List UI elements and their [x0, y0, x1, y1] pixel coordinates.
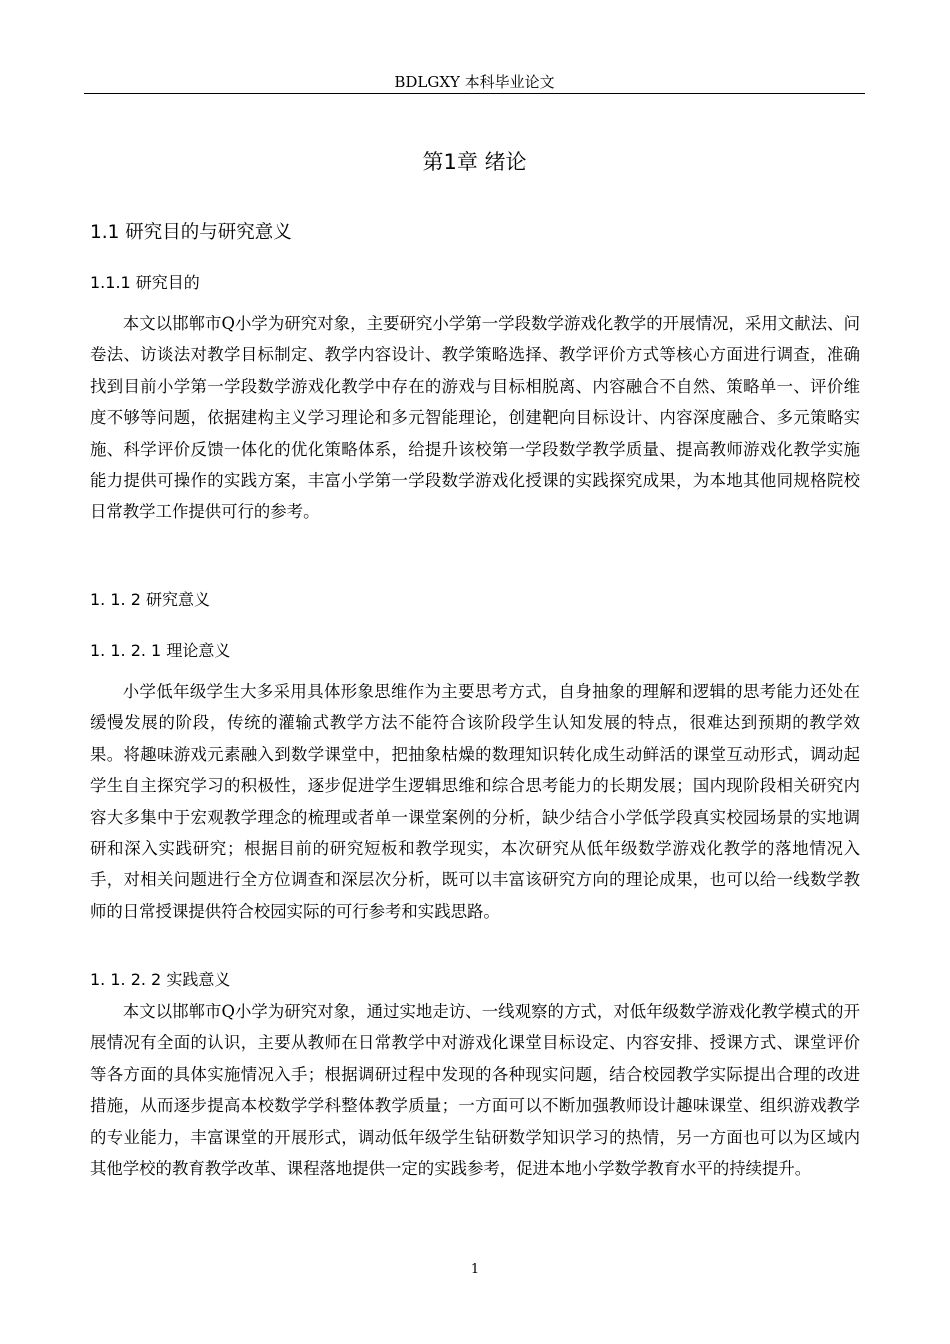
section-heading-1-1-1: 1.1.1 研究目的	[90, 273, 200, 292]
paragraph-research-purpose: 本文以邯郸市Q小学为研究对象，主要研究小学第一学段数学游戏化教学的开展情况，采用文献法、问卷法、访谈法对教学目标制定、教学内容设计、教学策略选择、教学评价方式等核心方面进行调查，准确找到目前小学第一学段数学游戏化教学中存在的游戏与目标相脱离、内容融合不自然、策略单一、评价维度不够等问题，依据建构主义学习理论和多元智能理论，创建靶向目标设计、内容深度融合、多元策略实施、科学评价反馈一体化的优化策略体系，给提升该校第一学段数学教学质量、提高教师游戏化教学实施能力提供可操作的实践方案，丰富小学第一学段数学游戏化授课的实践探究成果，为本地其他同规格院校日常教学工作提供可行的参考。	[90, 314, 860, 522]
section-heading-1-1: 1.1 研究目的与研究意义	[90, 222, 292, 243]
section-heading-1-1-2-2: 1. 1. 2. 2 实践意义	[90, 970, 231, 989]
chapter-title: 第1章 绪论	[422, 150, 527, 174]
section-heading-1-1-2-1: 1. 1. 2. 1 理论意义	[90, 641, 231, 660]
paragraph-practical-significance: 本文以邯郸市Q小学为研究对象，通过实地走访、一线观察的方式，对低年级数学游戏化教学模式的开展情况有全面的认识，主要从教师在日常教学中对游戏化课堂目标设定、内容安排、授课方式、课堂评价等各方面的具体实施情况入手；根据调研过程中发现的各种现实问题，结合校园教学实际提出合理的改进措施，从而逐步提高本校数学学科整体教学质量；一方面可以不断加强教师设计趣味课堂、组织游戏教学的专业能力，丰富课堂的开展形式，调动低年级学生钻研数学知识学习的热情，另一方面也可以为区域内其他学校的教育教学改革、课程落地提供一定的实践参考，促进本地小学数学教育水平的持续提升。	[90, 1002, 860, 1179]
page-number: 1	[470, 1262, 480, 1277]
paragraph-theoretical-significance: 小学低年级学生大多采用具体形象思维作为主要思考方式，自身抽象的理解和逻辑的思考能力还处在缓慢发展的阶段，传统的灌输式教学方法不能符合该阶段学生认知发展的特点，很难达到预期的教学效果。将趣味游戏元素融入到数学课堂中，把抽象枯燥的数理知识转化成生动鲜活的课堂互动形式，调动起学生自主探究学习的积极性，逐步促进学生逻辑思维和综合思考能力的长期发展；国内现阶段相关研究内容大多集中于宏观教学理念的梳理或者单一课堂案例的分析，缺少结合小学低学段真实校园场景的实地调研和深入实践研究；根据目前的研究短板和教学现实，本次研究从低年级数学游戏化教学的落地情况入手，对相关问题进行全方位调查和深层次分析，既可以丰富该研究方向的理论成果，也可以给一线数学教师的日常授课提供符合校园实际的可行参考和实践思路。	[90, 682, 860, 921]
running-header: BDLGXY 本科毕业论文	[394, 73, 555, 91]
section-heading-1-1-2: 1. 1. 2 研究意义	[90, 590, 210, 609]
header-rule	[84, 93, 865, 94]
